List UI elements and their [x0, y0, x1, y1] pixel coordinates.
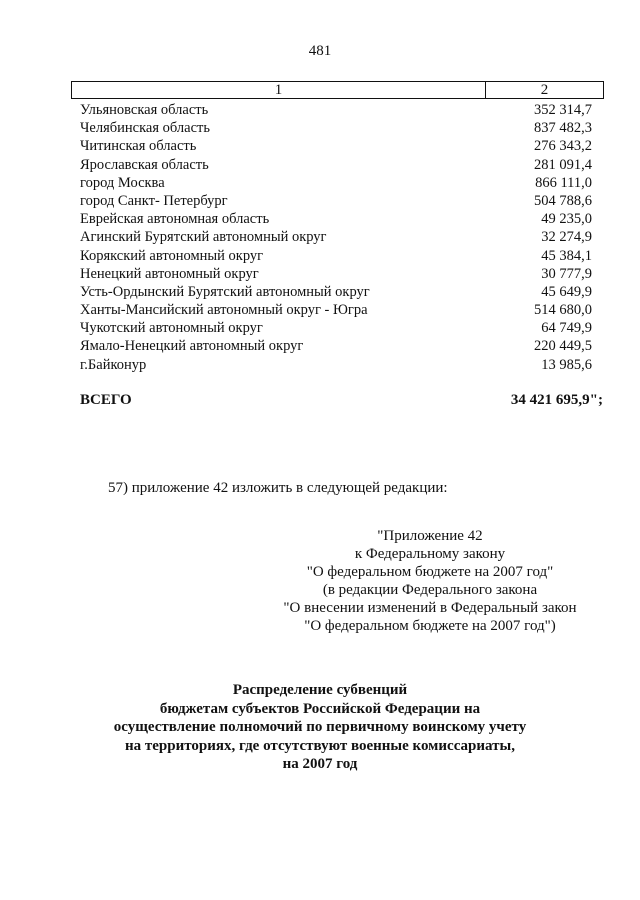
total-value: 34 421 695,9"; — [510, 392, 603, 408]
table-row — [80, 247, 592, 265]
subvention-amount: 45 649,9 — [541, 283, 592, 300]
region-name: г.Байконур — [80, 356, 147, 373]
table-row — [80, 137, 592, 155]
table-row — [80, 283, 592, 301]
column-header-1: 1 — [72, 82, 486, 98]
table-row — [80, 356, 592, 374]
appendix-line: "О федеральном бюджете на 2007 год" — [306, 564, 554, 580]
subvention-amount: 13 985,6 — [541, 356, 592, 373]
subvention-amount: 514 680,0 — [534, 302, 592, 319]
heading-line: на 2007 год — [282, 756, 358, 772]
total-row — [80, 392, 603, 409]
page-number: 481 — [308, 43, 332, 59]
table-row — [80, 301, 592, 319]
subvention-amount: 276 343,2 — [534, 138, 592, 155]
heading-line: бюджетам субъектов Российской Федерации на — [159, 700, 481, 717]
heading-line: осуществление полномочий по первичному воинскому учету — [113, 719, 527, 735]
appendix-reference — [250, 527, 610, 635]
table-row — [80, 319, 592, 337]
region-name: Ненецкий автономный округ — [80, 265, 259, 282]
region-name: Челябинская область — [80, 120, 210, 137]
appendix-line: к Федеральному закону — [354, 546, 506, 562]
amendment-clause: 57) приложение 42 изложить в следующей редакции: — [108, 480, 448, 496]
table-row — [80, 174, 592, 192]
region-name: город Санкт- Петербург — [80, 192, 228, 209]
heading-line: Распределение субвенций — [232, 682, 408, 698]
subvention-amount: 49 235,0 — [541, 211, 592, 228]
section-heading — [0, 681, 640, 774]
region-name: Ярославская область — [80, 156, 209, 173]
subvention-amount: 45 384,1 — [541, 247, 592, 264]
subvention-amount: 64 749,9 — [541, 320, 592, 337]
appendix-line: "О внесении изменений в Федеральный закон — [283, 600, 577, 616]
region-name: Читинская область — [80, 138, 197, 155]
region-name: Ямало-Ненецкий автономный округ — [80, 338, 304, 355]
region-name: Усть-Ордынский Бурятский автономный округ — [80, 283, 370, 300]
subvention-amount: 30 777,9 — [541, 265, 592, 282]
subvention-amount: 866 111,0 — [535, 174, 592, 191]
subvention-amount: 352 314,7 — [534, 102, 592, 118]
table-row — [80, 119, 592, 137]
appendix-line: (в редакции Федерального закона — [322, 582, 538, 598]
heading-line: на территориях, где отсутствуют военные комиссариаты, — [125, 737, 515, 754]
table-row — [80, 265, 592, 283]
table-body — [80, 101, 592, 374]
table-row — [80, 101, 592, 119]
total-label: ВСЕГО — [80, 392, 132, 408]
region-name: Корякский автономный округ — [80, 247, 264, 264]
subvention-amount: 837 482,3 — [534, 120, 592, 137]
appendix-line: "О федеральном бюджете на 2007 год") — [304, 618, 556, 634]
table-row — [80, 210, 592, 228]
subvention-amount: 504 788,6 — [534, 192, 592, 209]
subvention-amount: 32 274,9 — [541, 229, 592, 246]
table-header — [71, 81, 604, 99]
table-row — [80, 228, 592, 246]
appendix-line: "Приложение 42 — [377, 528, 483, 544]
subvention-amount: 281 091,4 — [534, 156, 592, 173]
table-row — [80, 156, 592, 174]
region-name: Ханты-Мансийский автономный округ - Югра — [80, 302, 368, 319]
table-row — [80, 337, 592, 355]
region-name: город Москва — [80, 174, 165, 191]
region-name: Агинский Бурятский автономный округ — [80, 229, 327, 246]
region-name: Ульяновская область — [80, 102, 209, 118]
column-header-2: 2 — [540, 82, 549, 98]
subvention-amount: 220 449,5 — [534, 338, 592, 355]
table-row — [80, 192, 592, 210]
region-name: Еврейская автономная область — [80, 211, 270, 228]
region-name: Чукотский автономный округ — [80, 320, 263, 337]
